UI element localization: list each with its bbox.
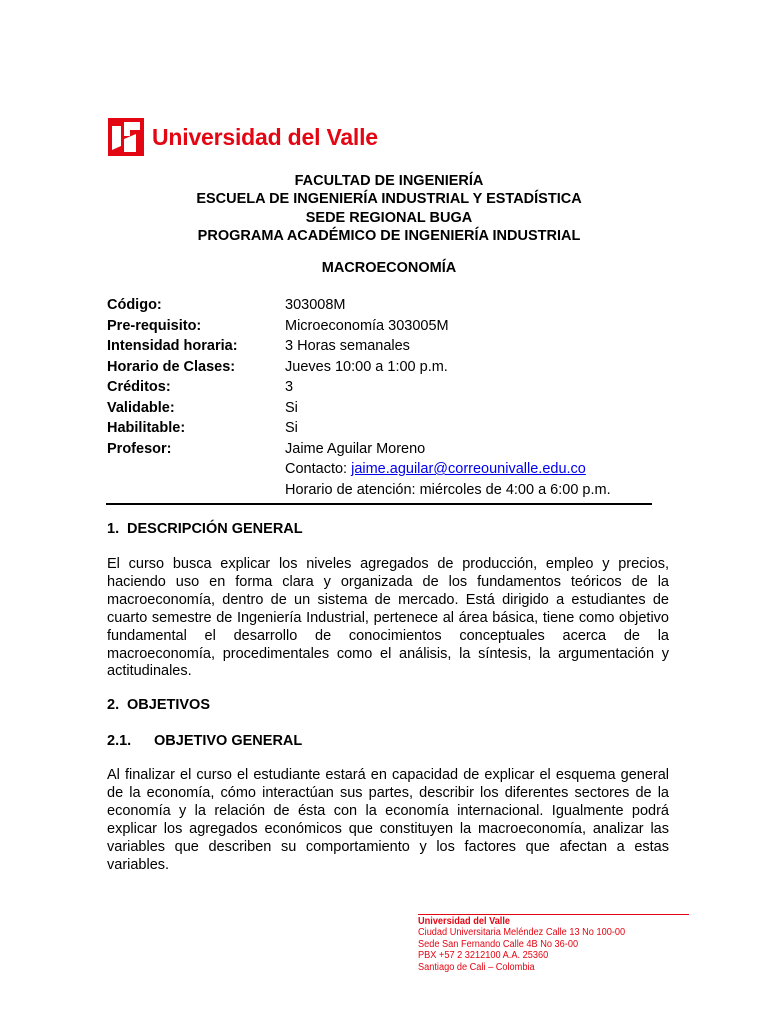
- info-value: Si: [285, 420, 298, 436]
- contact-email-link[interactable]: jaime.aguilar@correounivalle.edu.co: [351, 461, 586, 477]
- contact-label: Contacto:: [285, 461, 352, 477]
- info-label: Intensidad horaria:: [107, 338, 238, 354]
- info-label: Código:: [107, 297, 162, 313]
- footer-line: PBX +57 2 3212100 A.A. 25360: [418, 950, 549, 962]
- office-hours: Horario de atención: miércoles de 4:00 a 6:00 p.m.: [285, 481, 611, 498]
- info-value: Microeconomía 303005M: [285, 317, 449, 334]
- footer-title: Universidad del Valle: [418, 916, 511, 927]
- info-value: 3: [285, 379, 294, 395]
- info-label: Créditos:: [107, 379, 171, 395]
- section-heading-2-1: [107, 733, 302, 749]
- section-paragraph-2-1: Al finalizar el curso el estudiante estará en capacidad de explicar el esquema general de la economía, cómo interactúan sus partes, describir los diferentes sectores de la economía y la relación de ésta con la economía internacional. Igualmente podrá explicar los agregados económicos que constituyen la macroeconomía, analizar las variables que describen su comportamiento y los factores que afectan a estas variables.: [107, 767, 669, 873]
- university-logo: [108, 118, 378, 156]
- info-label: Validable:: [107, 399, 175, 416]
- section-number: 2.1.: [107, 733, 132, 749]
- univalle-logo-icon: [108, 118, 144, 156]
- section-title: OBJETIVO GENERAL: [154, 733, 303, 749]
- info-label: Pre-requisito:: [107, 317, 202, 334]
- info-row-intensidad: [107, 336, 611, 357]
- info-row-profesor: [107, 439, 611, 460]
- info-label: Habilitable:: [107, 420, 186, 436]
- footer-line: Santiago de Cali – Colombia: [418, 961, 535, 973]
- info-row-validable: [107, 398, 611, 419]
- info-value: Jueves 10:00 a 1:00 p.m.: [285, 358, 448, 375]
- course-title: MACROECONOMÍA: [321, 260, 457, 276]
- info-value: 3 Horas semanales: [285, 338, 410, 354]
- course-info-table: [107, 295, 611, 500]
- info-row-codigo: [107, 295, 611, 316]
- info-row-contacto: [107, 459, 611, 480]
- section-paragraph-1: El curso busca explicar los niveles agregados de producción, empleo y precios, haciendo uso en forma clara y organizada de los fundamentos teóricos de la macroeconomía, dentro de un sistema de mercado. Está dirigido a estudiantes de cuarto semestre de Ingeniería Industrial, pertenece al área básica, tiene como objetivo fundamental el desarrollo de conocimientos conceptuales acerca de la macroeconomía, procedimentales como el análisis, la síntesis, la argumentación y actitudinales.: [107, 556, 669, 680]
- info-row-habilitable: [107, 418, 611, 439]
- info-label: Profesor:: [107, 440, 172, 457]
- info-row-horario: [107, 357, 611, 378]
- section-divider: [106, 503, 652, 505]
- faculty-header: [0, 172, 768, 246]
- section-title: DESCRIPCIÓN GENERAL: [127, 521, 303, 537]
- section-heading-1: [107, 521, 303, 537]
- info-value: Si: [285, 399, 298, 416]
- section-number: 1.: [107, 521, 120, 537]
- section-number: 2.: [107, 697, 120, 713]
- section-title: OBJETIVOS: [127, 697, 210, 713]
- footer-line: Sede San Fernando Calle 4B No 36-00: [418, 938, 579, 950]
- header-line: PROGRAMA ACADÉMICO DE INGENIERÍA INDUSTRIAL: [197, 228, 581, 245]
- info-label: Horario de Clases:: [107, 358, 236, 375]
- info-value: Jaime Aguilar Moreno: [285, 440, 426, 457]
- info-row-atencion: [107, 480, 611, 501]
- footer-address: [418, 916, 643, 973]
- info-value: 303008M: [285, 297, 346, 313]
- university-name: Universidad del Valle: [152, 123, 378, 150]
- footer-divider: [418, 914, 689, 915]
- header-line: ESCUELA DE INGENIERÍA INDUSTRIAL Y ESTADÍSTICA: [196, 191, 582, 208]
- info-row-prerequisito: [107, 316, 611, 337]
- section-heading-2: [107, 697, 210, 713]
- header-line: FACULTAD DE INGENIERÍA: [294, 173, 484, 189]
- footer-line: Ciudad Universitaria Meléndez Calle 13 No 100-00: [418, 927, 626, 939]
- header-line: SEDE REGIONAL BUGA: [305, 209, 473, 226]
- info-row-creditos: [107, 377, 611, 398]
